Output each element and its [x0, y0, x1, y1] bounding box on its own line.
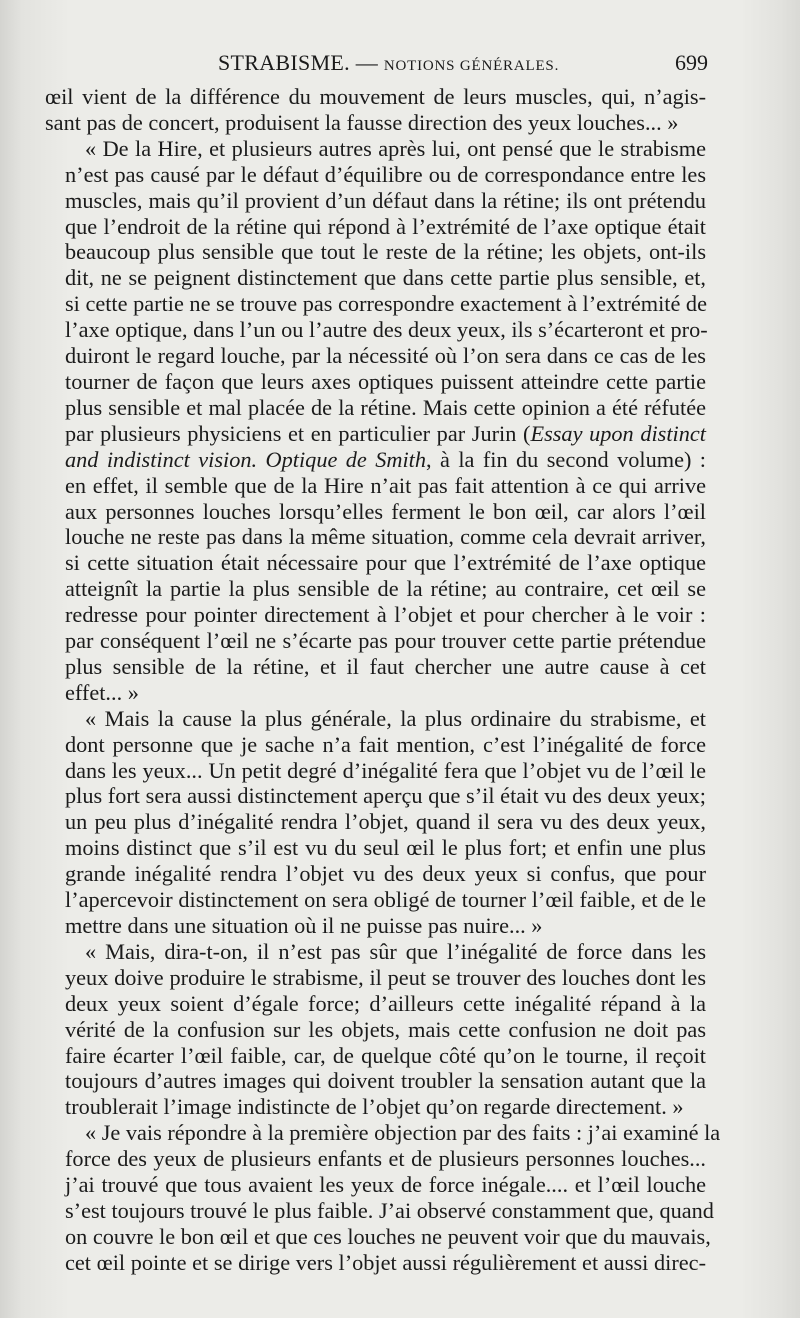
text-line: si cette partie ne se trouve pas correspondre exactement à l’extrémité de: [65, 291, 707, 317]
text-line: un peu plus d’inégalité rendra l’objet, quand il sera vu des deux yeux,: [65, 809, 706, 835]
text-line: moins distinct que s’il est vu du seul œil le plus fort; et enfin une plus: [65, 835, 706, 861]
paragraph-1: [45, 84, 706, 136]
text-line: louche ne reste pas dans la même situation, comme cela devrait arriver,: [65, 524, 706, 550]
text-line: muscles, mais qu’il provient d’un défaut dans la rétine; ils ont prétendu: [65, 187, 706, 213]
text-line: and indistinct vision. Optique de Smith, à la fin du second volume) :: [65, 446, 706, 472]
paragraph-3: [45, 706, 706, 939]
text-line: tourner de façon que leurs axes optiques puissent atteindre cette partie: [65, 368, 706, 394]
text-line: par plusieurs physiciens et en particulier par Jurin (Essay upon distinct: [65, 420, 706, 446]
text-line: « Je vais répondre à la première objection par des faits : j’ai examiné la: [85, 1120, 721, 1146]
text-line: « Mais la cause la plus générale, la plus ordinaire du strabisme, et: [85, 705, 706, 731]
text-line: atteignît la partie la plus sensible de la rétine; au contraire, cet œil se: [65, 576, 706, 602]
text-line: que l’endroit de la rétine qui répond à l’extrémité de l’axe optique était: [65, 213, 706, 239]
text-line: plus fort sera aussi distinctement aperçu que s’il était vu des deux yeux;: [65, 783, 706, 809]
text-line: œil vient de la différence du mouvement de leurs muscles, qui, n’agis-: [45, 84, 706, 109]
text-line: force des yeux de plusieurs enfants et de plusieurs personnes louches...: [65, 1146, 706, 1172]
text-line: s’est toujours trouvé le plus faible. J’ai observé constamment que, quand: [65, 1197, 714, 1223]
body-text: [45, 84, 721, 1276]
text-line: n’est pas causé par le défaut d’équilibre ou de correspondance entre les: [65, 161, 706, 187]
text-line: l’apercevoir distinctement on sera obligé de tourner l’œil faible, et de le: [65, 887, 706, 913]
text-line: en effet, il semble que de la Hire n’ait pas fait attention à ce qui arrive: [65, 472, 706, 498]
text-line: sant pas de concert, produisent la fausse direction des yeux louches... »: [45, 109, 679, 135]
text-line: j’ai trouvé que tous avaient les yeux de force inégale.... et l’œil louche: [65, 1172, 706, 1198]
text-line: redresse pour pointer directement à l’objet et pour chercher à le voir :: [65, 602, 706, 628]
running-title: [218, 50, 559, 76]
text-line: cet œil pointe et se dirige vers l’objet aussi régulièrement et aussi direc-: [65, 1249, 706, 1275]
text-line: duiront le regard louche, par la nécessité où l’on sera dans ce cas de les: [65, 343, 706, 369]
text-line: « Mais, dira-t-on, il n’est pas sûr que l’inégalité de force dans les: [85, 938, 706, 964]
paragraph-2: [45, 136, 706, 706]
text-line: plus sensible de la rétine, et il faut chercher une autre cause à cet: [65, 653, 706, 679]
text-line: on couvre le bon œil et que ces louches ne peuvent voir que du mauvais,: [65, 1223, 711, 1249]
running-title-sub: NOTIONS GÉNÉRALES.: [383, 58, 560, 74]
text-line: dans les yeux... Un petit degré d’inégalité fera que l’objet vu de l’œil le: [65, 757, 706, 783]
text-line: l’axe optique, dans l’un ou l’autre des deux yeux, ils s’écarteront et pro-: [65, 317, 708, 343]
text-line: yeux doive produire le strabisme, il peut se trouver des louches dont les: [65, 964, 706, 990]
paragraph-5: [45, 1120, 721, 1275]
text-line: grande inégalité rendra l’objet vu des deux yeux si confus, que pour: [65, 861, 706, 887]
text-line: dit, ne se peignent distinctement que dans cette partie plus sensible, et,: [65, 265, 706, 291]
text-line: vérité de la confusion sur les objets, mais cette confusion ne doit pas: [65, 1016, 706, 1042]
text-line: plus sensible et mal placée de la rétine. Mais cette opinion a été réfutée: [65, 394, 706, 420]
text-line: dont personne que je sache n’a fait mention, c’est l’inégalité de force: [65, 731, 706, 757]
text-line: effet... »: [65, 679, 139, 705]
text-line: mettre dans une situation où il ne puisse pas nuire... »: [65, 913, 543, 938]
running-title-main: STRABISME. —: [218, 50, 379, 75]
text-line: toujours d’autres images qui doivent troubler la sensation autant que la: [65, 1068, 706, 1094]
text-line: par conséquent l’œil ne s’écarte pas pour trouver cette partie prétendue: [65, 628, 706, 654]
page-number: 699: [675, 50, 708, 75]
running-head: [0, 50, 800, 80]
text-line: si cette situation était nécessaire pour que l’extrémité de l’axe optique: [65, 550, 706, 576]
text-line: troublerait l’image indistincte de l’objet qu’on regarde directement. »: [65, 1094, 684, 1120]
text-line: deux yeux soient d’égale force; d’ailleurs cette inégalité répand à la: [65, 990, 706, 1016]
text-line: beaucoup plus sensible que tout le reste de la rétine; les objets, ont-ils: [65, 239, 706, 265]
paragraph-4: [45, 939, 706, 1120]
text-line: « De la Hire, et plusieurs autres après lui, ont pensé que le strabisme: [85, 135, 706, 161]
text-line: faire écarter l’œil faible, car, de quelque côté qu’on le tourne, il reçoit: [65, 1042, 706, 1068]
text-line: aux personnes louches lorsqu’elles ferment le bon œil, car alors l’œil: [65, 498, 706, 524]
